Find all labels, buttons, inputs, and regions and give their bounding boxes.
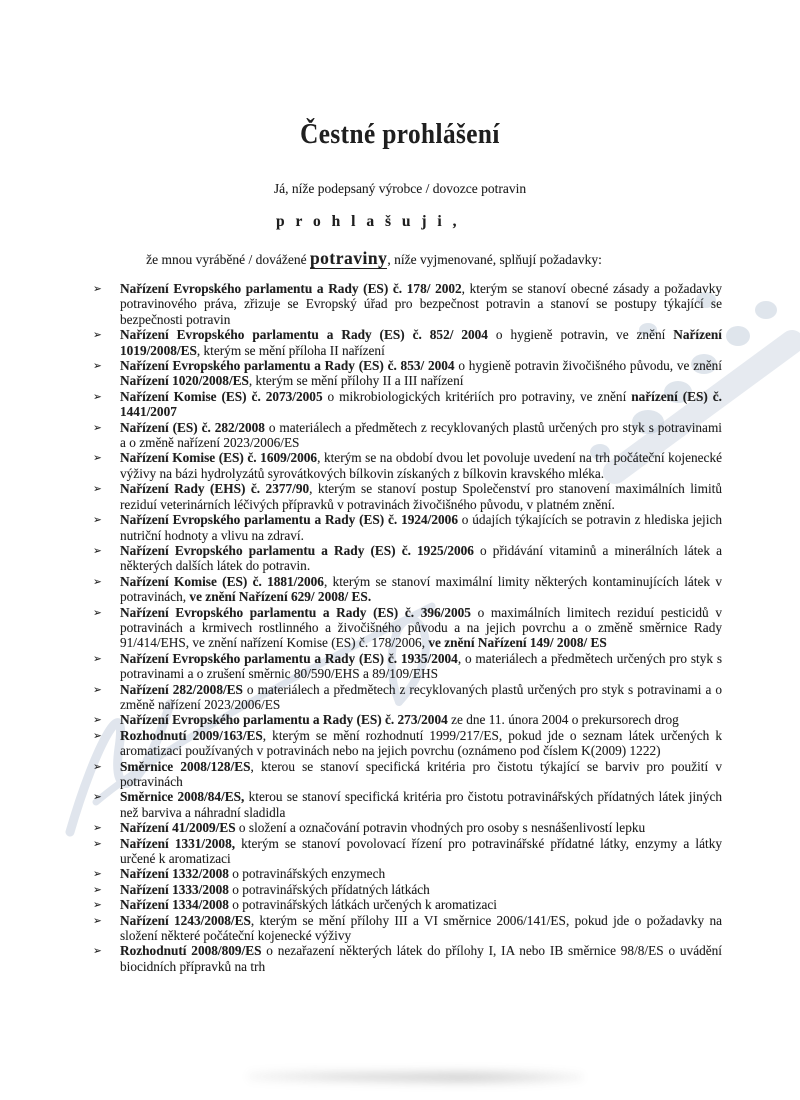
arrow-bullet-icon: ➢ (93, 484, 102, 496)
arrow-bullet-icon: ➢ (93, 715, 102, 727)
regulation-item (93, 542, 722, 574)
arrow-bullet-icon: ➢ (93, 391, 102, 403)
regulation-text: Nařízení Komise (ES) č. 2073/2005 o mikrobiologických kritériích pro potraviny, ve znění nařízení (ES) č. 1441/2007 (120, 388, 723, 420)
regulation-text: Nařízení 1334/2008 o potravinářských látkách určených k aromatizaci (120, 897, 497, 913)
regulation-item (93, 820, 722, 836)
arrow-bullet-icon: ➢ (93, 576, 102, 588)
arrow-bullet-icon: ➢ (93, 761, 102, 773)
regulation-item (93, 712, 722, 728)
regulation-item (93, 881, 722, 897)
arrow-bullet-icon: ➢ (93, 653, 102, 665)
declaration-word: p r o h l a š u j i , (276, 213, 460, 230)
regulation-item (93, 573, 722, 605)
scan-smudge-artifact (248, 1064, 583, 1088)
regulation-item (93, 419, 722, 451)
regulation-text: Nařízení 282/2008/ES o materiálech a předmětech z recyklovaných plastů určených pro styk s potravinami a o změně nařízení 2023/2006/ES (120, 681, 722, 712)
regulation-list (0, 281, 800, 974)
regulation-text: Nařízení 1333/2008 o potravinářských přídatných látkách (120, 881, 430, 897)
regulation-item (93, 758, 722, 790)
regulation-item (93, 281, 723, 327)
regulation-item (93, 512, 722, 543)
arrow-bullet-icon: ➢ (93, 361, 102, 373)
regulation-text: Nařízení 1332/2008 o potravinářských enzymech (120, 866, 386, 882)
regulation-item (93, 650, 722, 682)
regulation-text: Rozhodnutí 2009/163/ES, kterým se mění rozhodnutí 1999/217/ES, pokud jde o seznam látek určených k aromatizaci používaných v potravinách nebo na jejich povrchu (oznámeno pod číslem K(2009) 1222) (120, 727, 722, 759)
arrow-bullet-icon: ➢ (93, 869, 102, 881)
regulation-text: Nařízení 1331/2008, kterým se stanoví povolovací řízení pro potravinářské přídatné látky, enzymy a látky určené k aromatizaci (120, 835, 722, 867)
regulation-item (93, 866, 722, 882)
arrow-bullet-icon: ➢ (93, 330, 102, 342)
regulation-text: Směrnice 2008/84/ES, kterou se stanoví specifická kritéria pro čistotu potravinářských přídatných látek jiných než barviva a náhradní sladidla (120, 789, 722, 820)
regulation-item (93, 358, 722, 389)
arrow-bullet-icon: ➢ (93, 284, 102, 295)
arrow-bullet-icon: ➢ (93, 607, 102, 619)
preamble-before: že mnou vyráběné / dovážené (146, 252, 310, 267)
regulation-text: Nařízení Evropského parlamentu a Rady (ES) č. 273/2004 ze dne 11. února 2004 o prekursorech drog (120, 712, 679, 728)
arrow-bullet-icon: ➢ (93, 915, 102, 927)
arrow-bullet-icon: ➢ (93, 900, 102, 912)
document-title: Čestné prohlášení (300, 119, 500, 150)
arrow-bullet-icon: ➢ (93, 453, 102, 465)
regulation-item (93, 943, 722, 974)
regulation-item (93, 681, 722, 713)
regulation-text: Nařízení Komise (ES) č. 1609/2006, kterým se na období dvou let povoluje uvedení na trh počáteční kojenecké výživy na bázi hydrolyzátů syrovátkových bílkovin získaných z bílkovin kravského mléka. (120, 450, 723, 481)
preamble-after: , níže vyjmenované, splňují požadavky: (387, 252, 602, 267)
regulation-text: Nařízení Evropského parlamentu a Rady (ES) č. 1924/2006 o údajích týkajících se potravin z hlediska jejich nutriční hodnoty a vlivu na zdraví. (120, 512, 722, 543)
regulation-item (93, 481, 722, 512)
regulation-text: Směrnice 2008/128/ES, kterou se stanoví specifická kritéria pro čistotu týkající se barviv pro použití v potravinách (120, 758, 722, 789)
preamble-line (0, 247, 774, 271)
arrow-bullet-icon: ➢ (93, 422, 102, 434)
regulation-text: Nařízení Evropského parlamentu a Rady (ES) č. 396/2005 o maximálních limitech reziduí pesticidů v potravinách a krmivech rostlinného a živočišného původu a na jejich povrchu a o změně směrnice Rady 91/414/EHS, ve znění nařízení Komise (ES) č. 178/2006, ve znění Nařízení 149/ 2008/ ES (120, 604, 722, 651)
regulation-text: Nařízení Evropského parlamentu a Rady (ES) č. 1935/2004, o materiálech a předmětech určených pro styk s potravinami a o zrušení směrnic 80/590/EHS a 89/109/EHS (120, 650, 722, 682)
regulation-text: Nařízení Evropského parlamentu a Rady (ES) č. 853/ 2004 o hygieně potravin živočišného původu, ve znění Nařízení 1020/2008/ES, kterým se mění přílohy II a III nařízení (120, 358, 722, 389)
arrow-bullet-icon: ➢ (93, 515, 102, 527)
arrow-bullet-icon: ➢ (93, 823, 102, 835)
regulation-text: Nařízení 41/2009/ES o složení a označování potravin vhodných pro osoby s nesnášenlivostí lepku (120, 820, 646, 836)
arrow-bullet-icon: ➢ (93, 946, 102, 958)
arrow-bullet-icon: ➢ (93, 730, 102, 742)
regulation-text: Rozhodnutí 2008/809/ES o nezařazení některých látek do přílohy I, IA nebo IB směrnice 98/8/ES o uvádění biocidních přípravků na trh (120, 943, 722, 974)
regulation-item (93, 327, 722, 358)
regulation-text: Nařízení Evropského parlamentu a Rady (ES) č. 1925/2006 o přidávání vitaminů a minerálních látek a některých dalších látek do potravin. (120, 542, 722, 574)
arrow-bullet-icon: ➢ (93, 838, 102, 850)
regulation-item (93, 835, 722, 867)
regulation-item (93, 388, 723, 420)
regulation-text: Nařízení Komise (ES) č. 1881/2006, kterým se stanoví maximální limity některých kontaminujících látek v potravinách, ve znění Nařízení 629/ 2008/ ES. (120, 573, 722, 605)
arrow-bullet-icon: ➢ (93, 684, 102, 696)
regulation-item (93, 604, 722, 651)
arrow-bullet-icon: ➢ (93, 792, 102, 804)
regulation-text: Nařízení 1243/2008/ES, kterým se mění přílohy III a VI směrnice 2006/141/ES, pokud jde o požadavky na složení některé počáteční kojenecké výživy (120, 912, 723, 944)
regulation-item (93, 789, 722, 820)
regulation-text: Nařízení Evropského parlamentu a Rady (ES) č. 852/ 2004 o hygieně potravin, ve znění Nařízení 1019/2008/ES, kterým se mění příloha II nařízení (120, 327, 722, 358)
arrow-bullet-icon: ➢ (93, 884, 102, 896)
regulation-item (93, 897, 722, 913)
intro-line: Já, níže podepsaný výrobce / dovozce potravin (273, 181, 527, 196)
preamble-keyword: potraviny (309, 248, 388, 268)
regulation-text: Nařízení Rady (EHS) č. 2377/90, kterým se stanoví postup Společenství pro stanovení maximálních limitů reziduí veterinárních léčivých přípravků v potravinách živočišného původu, v platném znění. (120, 481, 722, 512)
regulation-item (93, 450, 723, 481)
regulation-text: Nařízení (ES) č. 282/2008 o materiálech a předmětech z recyklovaných plastů určených pro styk s potravinami a o změně nařízení 2023/2006/ES (120, 419, 722, 451)
regulation-item (93, 912, 723, 944)
arrow-bullet-icon: ➢ (93, 545, 102, 557)
regulation-text: Nařízení Evropského parlamentu a Rady (ES) č. 178/ 2002, kterým se stanoví obecné zásady a požadavky potravinového práva, zřizuje se Evropský úřad pro bezpečnost potravin a stanoví se postupy týkající se bezpečnosti potravin (120, 281, 723, 327)
regulation-item (93, 727, 722, 759)
